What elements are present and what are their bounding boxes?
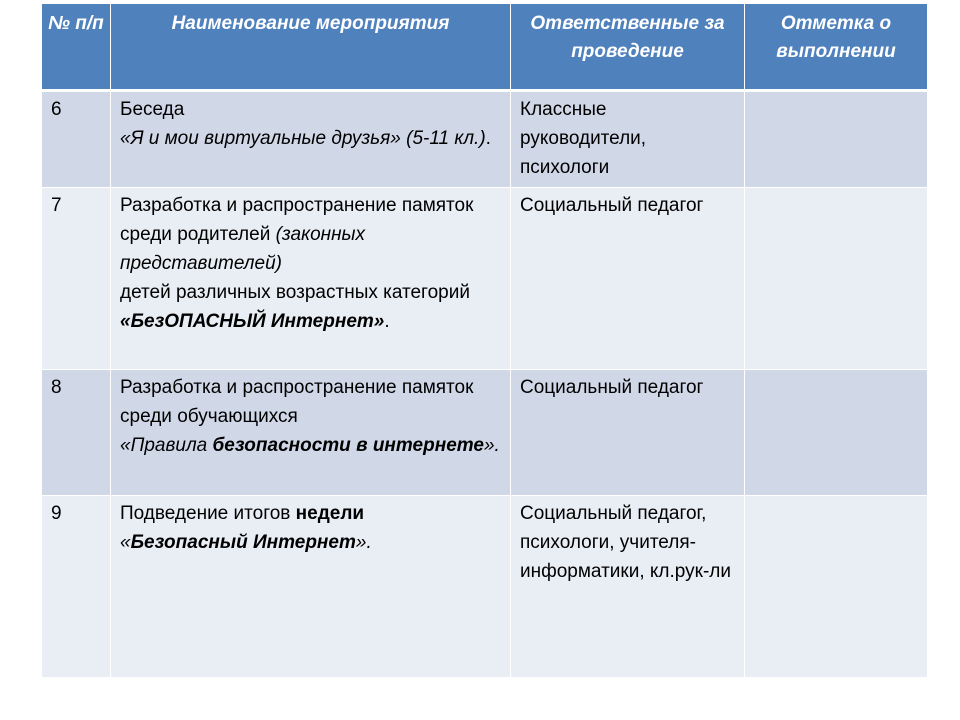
table-row	[42, 370, 928, 496]
header-completion-mark: Отметка о выполнении	[745, 4, 928, 91]
row-number: 9	[42, 496, 111, 678]
events-table	[41, 3, 928, 678]
event-title-line	[120, 528, 501, 557]
event-text: Беседа	[120, 99, 185, 120]
responsible-cell: Социальный педагог	[511, 370, 745, 496]
event-cell	[111, 370, 511, 496]
event-cell	[111, 91, 511, 188]
event-title: «БезОПАСНЫЙ Интернет»	[120, 311, 385, 332]
event-title: «Я и мои виртуальные друзья» (5-11 кл.)	[120, 128, 486, 149]
header-event-name: Наименование мероприятия	[111, 4, 511, 91]
responsible-cell: Социальный педагог	[511, 188, 745, 370]
event-note: (законных представителей)	[120, 224, 366, 274]
table-row	[42, 188, 928, 370]
row-number: 7	[42, 188, 111, 370]
event-title-end: ».	[355, 532, 372, 553]
header-responsible: Ответственные за проведение	[511, 4, 745, 91]
event-text: Разработка и распространение памяток среди обучающихся	[120, 377, 474, 427]
event-text: детей различных возрастных категорий	[120, 282, 470, 303]
event-title: безопасности в интернете	[212, 435, 484, 456]
event-title-start: «	[120, 532, 131, 553]
responsible-cell: Социальный педагог, психологи, учителя-информатики, кл.рук-ли	[511, 496, 745, 678]
table-header-row	[42, 4, 928, 91]
row-number: 6	[42, 91, 111, 188]
table-row	[42, 496, 928, 678]
header-number: № п/п	[42, 4, 111, 91]
completion-cell	[745, 496, 928, 678]
row-number: 8	[42, 370, 111, 496]
event-cell	[111, 188, 511, 370]
completion-cell	[745, 370, 928, 496]
event-punct: .	[384, 311, 390, 332]
event-title-start: «Правила	[120, 435, 213, 456]
completion-cell	[745, 188, 928, 370]
event-title: Безопасный Интернет	[130, 532, 356, 553]
event-text: Разработка и распространение памяток среди родителей	[120, 195, 474, 245]
event-title-end: ».	[483, 435, 500, 456]
table-row	[42, 91, 928, 188]
event-punct: .	[485, 128, 491, 149]
event-text: Подведение итогов	[120, 503, 296, 524]
completion-cell	[745, 91, 928, 188]
event-cell	[111, 496, 511, 678]
responsible-cell: Классные руководители, психологи	[511, 91, 745, 188]
event-text-bold: недели	[295, 503, 365, 524]
